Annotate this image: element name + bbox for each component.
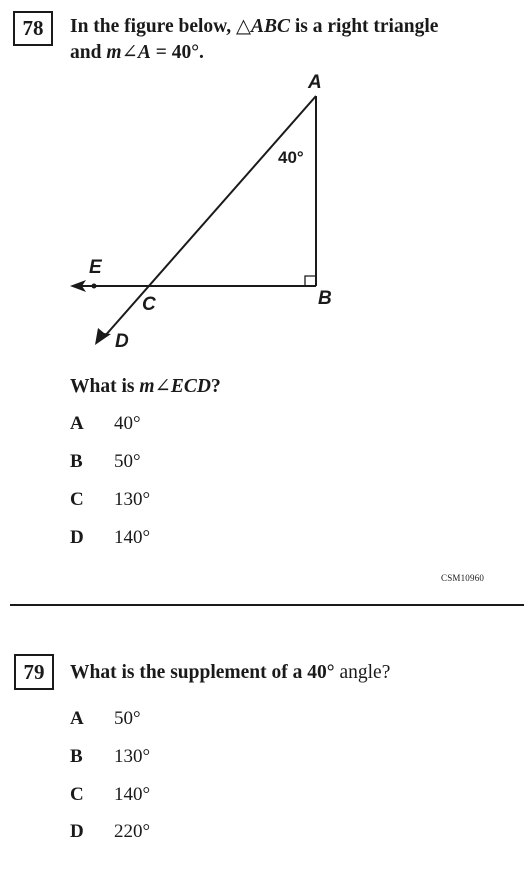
question-divider (10, 604, 524, 606)
question-78-stem-line2: and m∠A = 40°. (70, 42, 204, 63)
label-A: A (308, 72, 322, 93)
question-number-78: 78 (13, 11, 53, 46)
label-C: C (142, 294, 156, 315)
label-B: B (318, 288, 332, 309)
q78-option-a[interactable]: A 40° (70, 413, 141, 434)
q78-option-b[interactable]: B 50° (70, 451, 141, 472)
right-angle-mark (305, 276, 316, 286)
triangle-figure (0, 0, 524, 380)
q78-option-d[interactable]: D 140° (70, 527, 151, 548)
point-E (92, 284, 97, 289)
label-D: D (115, 331, 129, 352)
q79-option-d[interactable]: D 220° (70, 821, 151, 842)
label-E: E (89, 257, 102, 278)
question-number-79: 79 (14, 654, 54, 690)
line-AD (104, 96, 316, 337)
q79-option-a[interactable]: A 50° (70, 708, 141, 729)
question-78-subquestion: What is m∠ECD? (70, 376, 221, 397)
angle-label-40: 40° (278, 148, 304, 167)
item-code: CSM10960 (441, 573, 485, 583)
q79-option-b[interactable]: B 130° (70, 746, 151, 767)
question-78-stem-line1: In the figure below, △ABC is a right triangle (70, 16, 439, 37)
q79-option-c[interactable]: C 140° (70, 784, 151, 805)
question-79-stem: What is the supplement of a 40° angle? (70, 662, 391, 683)
q78-option-c[interactable]: C 130° (70, 489, 151, 510)
